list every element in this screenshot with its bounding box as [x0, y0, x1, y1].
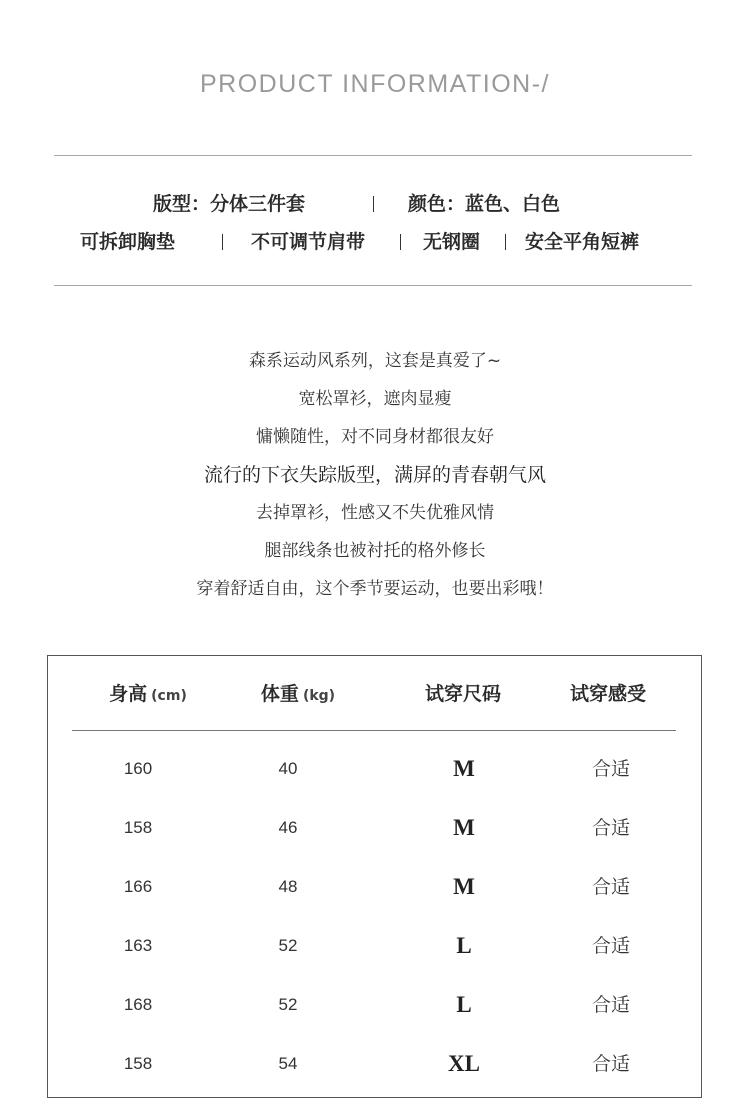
cell-size: M [453, 815, 475, 840]
header-height-unit: (cm) [151, 688, 187, 704]
cell-size: M [453, 756, 475, 781]
page-heading: PRODUCT INFORMATION-/ [199, 70, 550, 98]
cell-weight: 48 [278, 877, 298, 896]
cell-fit: 合适 [591, 817, 630, 839]
spec-underwire: 无钢圈 [423, 231, 481, 253]
cell-size: M [453, 874, 475, 899]
cell-fit: 合适 [591, 1053, 630, 1075]
cell-height: 158 [123, 1054, 153, 1073]
divider-bottom [54, 285, 692, 286]
cell-fit: 合适 [591, 935, 630, 957]
header-weight [218, 678, 378, 710]
divider-top [54, 155, 692, 156]
description-line: 流行的下衣失踪版型，满屏的青春朝气风 [203, 464, 546, 486]
spec-separator [222, 234, 223, 250]
cell-weight: 52 [278, 995, 298, 1014]
table-header-divider [72, 730, 676, 731]
header-size-label: 试穿尺码 [424, 683, 501, 705]
spec-padding: 可拆卸胸垫 [80, 231, 176, 253]
cell-height: 166 [123, 877, 153, 896]
cell-height: 160 [123, 759, 153, 778]
description-line: 宽松罩衫，遮肉显瘦 [298, 389, 452, 409]
spec-separator [505, 234, 506, 250]
description-line: 去掉罩衫，性感又不失优雅风情 [256, 503, 494, 523]
header-weight-label: 体重 [260, 683, 299, 705]
cell-weight: 52 [278, 936, 298, 955]
spec-row-2 [0, 228, 750, 258]
cell-weight: 40 [278, 759, 298, 778]
cell-height: 163 [123, 936, 153, 955]
spec-color: 颜色：蓝色、白色 [408, 193, 561, 215]
spec-separator [400, 234, 401, 250]
spec-row-1 [0, 190, 750, 220]
cell-fit: 合适 [591, 876, 630, 898]
description-line: 慵懒随性，对不同身材都很友好 [256, 427, 494, 447]
spec-separator [373, 196, 374, 212]
header-height-label: 身高 [109, 683, 148, 705]
spec-straps: 不可调节肩带 [251, 231, 366, 253]
spec-cut: 版型：分体三件套 [153, 193, 306, 215]
header-fit [528, 678, 688, 710]
cell-size: L [456, 933, 472, 958]
header-fit-label: 试穿感受 [569, 683, 646, 705]
header-weight-unit: (kg) [302, 688, 336, 704]
cell-size: XL [448, 1051, 480, 1076]
cell-fit: 合适 [591, 758, 630, 780]
description-line: 森系运动风系列，这套是真爱了~ [248, 351, 502, 371]
cell-height: 158 [123, 818, 153, 837]
header-height [68, 678, 228, 710]
cell-weight: 54 [278, 1054, 298, 1073]
description-line: 腿部线条也被衬托的格外修长 [264, 541, 486, 561]
spec-shorts: 安全平角短裤 [525, 231, 640, 253]
size-table [47, 655, 702, 1098]
header-size [383, 678, 543, 710]
description-line: 穿着舒适自由，这个季节要运动，也要出彩哦！ [196, 579, 554, 599]
cell-size: L [456, 992, 472, 1017]
cell-weight: 46 [278, 818, 298, 837]
cell-fit: 合适 [591, 994, 630, 1016]
cell-height: 168 [123, 995, 153, 1014]
